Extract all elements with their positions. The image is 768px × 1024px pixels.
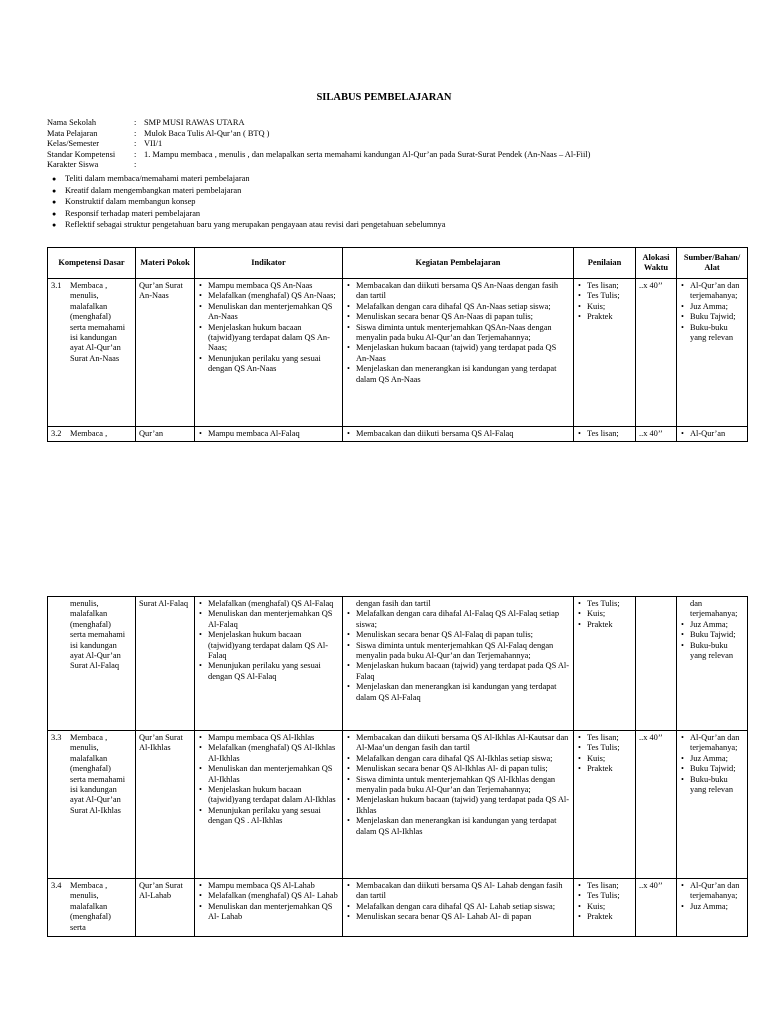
info-label: Karakter Siswa [47,160,99,170]
list-item: • Menuliskan secara benar QS Al- Lahab Al- di papan [346,912,570,922]
info-row-competency [47,150,737,161]
list-item: • Menunjukan perilaku yang sesuai dengan QS Al-Falaq [198,661,339,682]
kd-number: 3.4 [51,881,62,890]
list-item: • Membacakan dan diikuti bersama QS An-Naas dengan fasih dan tartil [346,281,570,302]
list-item: • Siswa diminta untuk menterjemahkan QS Al-Falaq dengan menyalin pada buku Al-Qur’an dan Terjemahannya; [346,641,570,662]
list-item: • Siswa diminta untuk menterjemahkan QS Al-Ikhlas dengan menyalin pada buku Al-Qur’an dan Terjemahannya; [346,775,570,796]
list-item: • Al-Qur’an dan terjemahanya; [680,733,744,754]
kd-number: 3.1 [51,281,62,290]
kd-text: Membaca , menulis, malafalkan (menghafal) serta memahami isi kandungan ayat Al-Qur’an Surat An-Naas [70,281,126,363]
indikator-cell [195,279,343,427]
list-item: • Al-Qur’an dan terjemahanya; [680,881,744,902]
list-item: • Tes Tulis; [577,743,632,753]
kd-cell [48,879,136,937]
list-item: • Melafalkan dengan cara dihafal Al-Falaq QS Al-Falaq setiap siswa; [346,609,570,630]
header-kompetensi-dasar: Kompetensi Dasar [48,248,136,279]
list-item: • Menuliskan secara benar QS Al-Ikhlas Al- di papan tulis; [346,764,570,774]
list-item: • Juz Amma; [680,302,744,312]
list-item: • Melafalkan dengan cara dihafal QS Al-Ikhlas setiap siswa; [346,754,570,764]
materi-cell: Qur’an Surat An-Naas [136,279,195,427]
header-alokasi-waktu: Alokasi Waktu [636,248,677,279]
penilaian-cell [574,879,636,937]
kegiatan-cell [343,731,574,879]
list-item: • Menuliskan dan menterjemahkan QS Al-Falaq [198,609,339,630]
alokasi-cell: ..x 40’’ [636,879,677,937]
table-row [48,427,748,442]
list-item: • Praktek [577,764,632,774]
table-row [48,731,748,879]
sumber-cell [677,427,748,442]
sumber-cell [677,731,748,879]
list-item: • Mampu membaca Al-Falaq [198,429,339,439]
list-item: • Menjelaskan hukum bacaan (tajwid)yang terdapat dalam QS An-Naas; [198,323,339,354]
kegiatan-cell [343,879,574,937]
list-item: • Melafalkan (menghafal) QS An-Naas; [198,291,339,301]
list-item: • Praktek [577,312,632,322]
materi-cell: Qur’an [136,427,195,442]
list-item: • Menuliskan secara benar QS Al-Falaq di papan tulis; [346,630,570,640]
indikator-cell [195,731,343,879]
list-item: • Melafalkan (menghafal) QS Al-Falaq [198,599,339,609]
list-item: • Kuis; [577,609,632,619]
list-item: • Mampu membaca QS Al-Lahab [198,881,339,891]
penilaian-cell [574,731,636,879]
header-sumber: Sumber/Bahan/ Alat [677,248,748,279]
materi-cell: Qur’an Surat Al-Lahab [136,879,195,937]
info-value: VII/1 [144,139,163,149]
list-item: • Mampu membaca QS Al-Ikhlas [198,733,339,743]
trait-item: ● Kreatif dalam mengembangkan materi pembelajaran [52,186,732,198]
info-colon: : [134,118,137,127]
list-item: • Menunjukan perilaku yang sesuai dengan QS An-Naas [198,354,339,375]
list-item: • Membacakan dan diikuti bersama QS Al-Falaq [346,429,570,439]
list-item: • Kuis; [577,754,632,764]
kd-number: 3.3 [51,733,62,742]
list-item: • Tes Tulis; [577,291,632,301]
table-row [48,879,748,937]
list-item: • Tes lisan; [577,733,632,743]
list-item: • Buku Tajwid; [680,312,744,322]
info-label: Mata Pelajaran [47,128,98,138]
info-label: Nama Sekolah [47,118,97,127]
list-item: • Menjelaskan dan menerangkan isi kandungan yang terdapat dalam QS Al-Ikhlas [346,816,570,837]
info-block [47,118,737,171]
info-colon: : [134,149,137,159]
list-item: • Tes lisan; [577,881,632,891]
kd-text: Membaca , [70,429,108,438]
info-value: SMP MUSI RAWAS UTARA [144,118,245,127]
list-item: • Menjelaskan dan menerangkan isi kandungan yang terdapat dalam QS An-Naas [346,364,570,385]
list-item: • Praktek [577,912,632,922]
alokasi-cell [636,597,677,731]
materi-cell: Surat Al-Falaq [136,597,195,731]
list-item: • Kuis; [577,902,632,912]
info-row-subject [47,129,737,140]
list-item: • Menuliskan dan menterjemahkan QS An-Naas [198,302,339,323]
materi-cell: Qur’an Surat Al-Ikhlas [136,731,195,879]
list-item: • Al-Qur’an dan terjemahanya; [680,281,744,302]
sumber-cell [677,879,748,937]
list-item: • Membacakan dan diikuti bersama QS Al- Lahab dengan fasih dan tartil [346,881,570,902]
list-item: • Menjelaskan hukum bacaan (tajwid) yang terdapat pada QS Al-Falaq [346,661,570,682]
list-item: • Buku-buku yang relevan [680,323,744,344]
kegiatan-lead: dengan fasih dan tartil [356,599,431,608]
list-item: • Siswa diminta untuk menterjemahkan QSAn-Naas dengan menyalin pada buku Al-Qur’an dan Terjemahannya; [346,323,570,344]
info-row-school [47,118,737,129]
list-item: • Melafalkan dengan cara dihafal QS An-Naas setiap siswa; [346,302,570,312]
alokasi-cell: ..x 40’’ [636,279,677,427]
penilaian-cell [574,279,636,427]
trait-item: ● Konstruktif dalam membangun konsep [52,197,732,209]
info-colon: : [134,128,137,138]
kd-cell [48,279,136,427]
kd-text: menulis, malafalkan (menghafal) serta memahami isi kandungan ayat Al-Qur’an Surat Al-Falaq [70,599,126,671]
kegiatan-cell [343,427,574,442]
list-item: • Melafalkan (menghafal) QS Al-Ikhlas Al-Ikhlas [198,743,339,764]
kd-cell [48,427,136,442]
header-penilaian: Penilaian [574,248,636,279]
table-row [48,597,748,731]
info-value: 1. Mampu membaca , menulis , dan melapalkan serta memahami kandungan Al-Qur’an pada Surat-Surat Pendek (An-Naas – Al-Fiil) [144,149,591,159]
sumber-lead: dan terjemahanya; [690,599,738,619]
info-row-character [47,160,737,171]
header-kegiatan: Kegiatan Pembelajaran [343,248,574,279]
list-item: • Mampu membaca QS An-Naas [198,281,339,291]
kd-text: Membaca , menulis, malafalkan (menghafal) serta [70,881,111,932]
list-item: • Tes Tulis; [577,599,632,609]
list-item: • Tes Tulis; [577,891,632,901]
list-item: • Melafalkan dengan cara dihafal QS Al- Lahab setiap siswa; [346,902,570,912]
kd-cell [48,597,136,731]
indikator-cell [195,879,343,937]
list-item: • Tes lisan; [577,281,632,291]
list-item: • Menuliskan dan menterjemahkan QS Al- Lahab [198,902,339,923]
syllabus-table-page-1 [47,247,748,442]
list-item: • Praktek [577,620,632,630]
list-item: • Juz Amma; [680,902,744,912]
alokasi-cell: ..x 40’’ [636,731,677,879]
trait-item: ● Teliti dalam membaca/memahami materi pembelajaran [52,174,732,186]
info-colon: : [134,139,137,149]
penilaian-cell [574,427,636,442]
header-materi-pokok: Materi Pokok [136,248,195,279]
alokasi-cell: ..x 40’’ [636,427,677,442]
table-header-row [48,248,748,279]
list-item: • Membacakan dan diikuti bersama QS Al-Ikhlas Al-Kautsar dan Al-Maa’un dengan fasih dan tartil [346,733,570,754]
info-label: Standar Kompetensi [47,149,116,159]
kd-text: Membaca , menulis, malafalkan (menghafal) serta memahami isi kandungan ayat Al-Qur’an Surat Al-Ikhlas [70,733,126,815]
trait-item: ● Reflektif sebagai struktur pengetahuan baru yang merupakan pengayaan atau revisi dari pengetahuan sebelumnya [52,220,732,232]
penilaian-cell [574,597,636,731]
kd-number: 3.2 [51,429,62,438]
info-label: Kelas/Semester [47,139,100,149]
list-item: • Buku Tajwid; [680,764,744,774]
list-item: • Menuliskan dan menterjemahkan QS Al-Ikhlas [198,764,339,785]
indikator-cell [195,597,343,731]
info-colon: : [134,160,137,170]
list-item: • Melafalkan (menghafal) QS Al- Lahab [198,891,339,901]
list-item: • Tes lisan; [577,429,632,439]
info-row-class [47,139,737,150]
list-item: • Menuliskan secara benar QS An-Naas di papan tulis; [346,312,570,322]
list-item: • Buku Tajwid; [680,630,744,640]
list-item: • Menjelaskan hukum bacaan (tajwid) yang terdapat pada QS Al-Ikhlas [346,795,570,816]
page-title: SILABUS PEMBELAJARAN [316,92,452,103]
list-item: • Menjelaskan hukum bacaan (tajwid)yang terdapat dalam Al-Ikhlas [198,785,339,806]
list-item: • Buku-buku yang relevan [680,641,744,662]
list-item: • Kuis; [577,302,632,312]
info-value: Mulok Baca Tulis Al-Qur’an ( BTQ ) [144,128,270,138]
list-item: • Al-Qur’an [680,429,744,439]
list-item: • Juz Amma; [680,754,744,764]
indikator-cell [195,427,343,442]
sumber-cell [677,597,748,731]
character-traits-list [52,174,732,232]
kegiatan-cell [343,279,574,427]
list-item: • Menjelaskan hukum bacaan (tajwid) yang terdapat pada QS An-Naas [346,343,570,364]
syllabus-table-page-2 [47,596,748,937]
list-item: • Menjelaskan dan menerangkan isi kandungan yang terdapat dalam QS Al-Falaq [346,682,570,703]
kd-cell [48,731,136,879]
list-item: • Juz Amma; [680,620,744,630]
header-indikator: Indikator [195,248,343,279]
list-item: • Menjelaskan hukum bacaan (tajwid)yang terdapat dalam QS Al-Falaq [198,630,339,661]
list-item: • Buku-buku yang relevan [680,775,744,796]
list-item: • Menunjukan perilaku yang sesuai dengan QS . Al-Ikhlas [198,806,339,827]
trait-item: ● Responsif terhadap materi pembelajaran [52,209,732,221]
kegiatan-cell [343,597,574,731]
sumber-cell [677,279,748,427]
table-row [48,279,748,427]
